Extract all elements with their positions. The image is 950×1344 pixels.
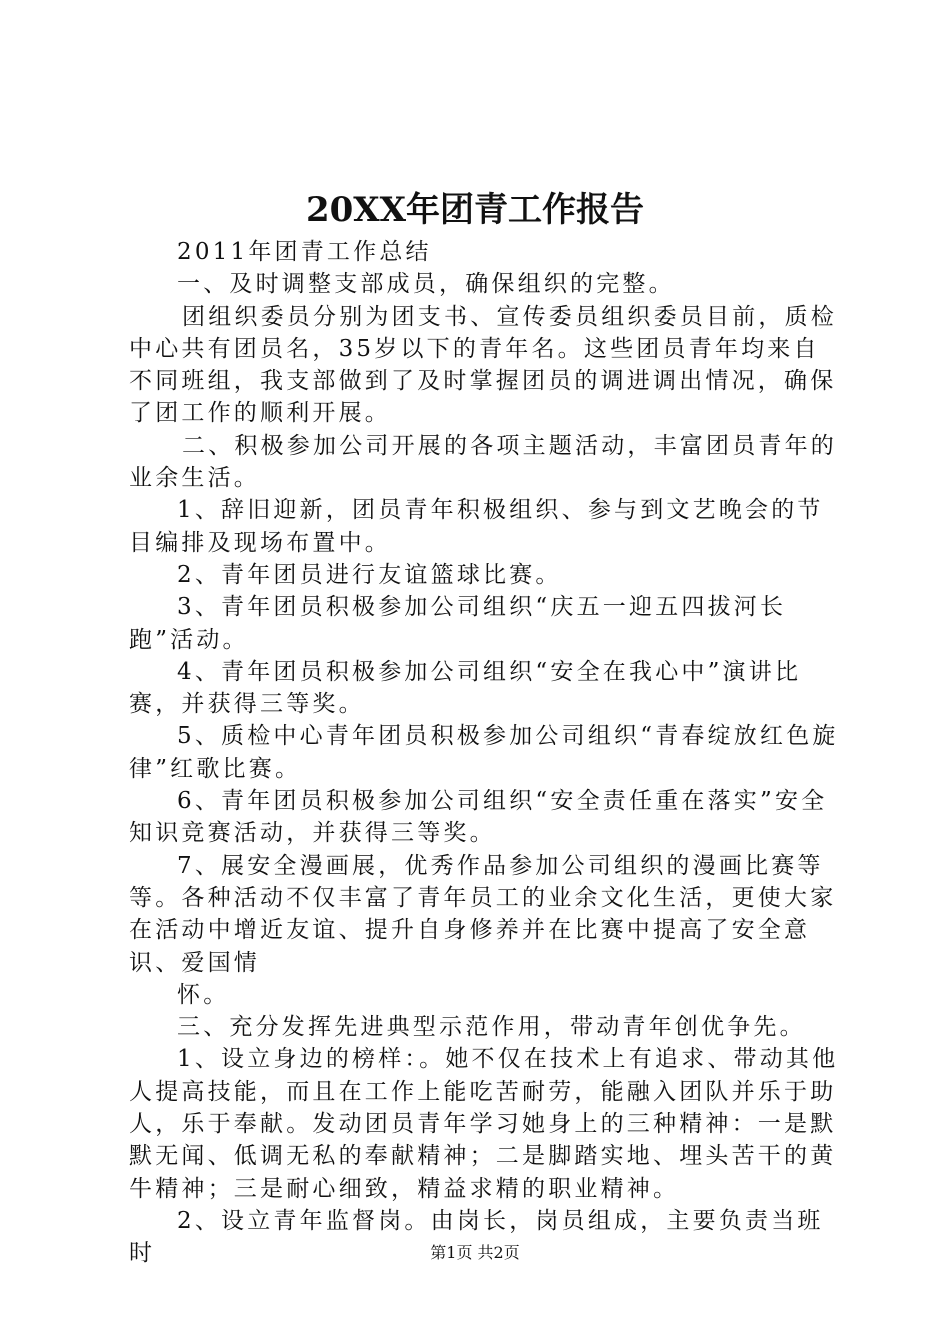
paragraph-section-1-body: 团组织委员分别为团支书、宣传委员组织委员目前，质检中心共有团员名，35岁以下的青年名。这些团员青年均来自不同班组，我支部做到了及时掌握团员的调进调出情况，确保了团工作的顺利开展。 bbox=[129, 303, 837, 427]
paragraph-item-4: 4、青年团员积极参加公司组织“安全在我心中”演讲比赛，并获得三等奖。 bbox=[129, 658, 802, 718]
paragraph-item-7-continued: 怀。 bbox=[177, 981, 230, 1008]
paragraph-section-3-item-1: 1、设立身边的榜样：。她不仅在技术上有追求、带动其他人提高技能，而且在工作上能吃苦耐劳，能融入团队并乐于助人，乐于奉献。发动团员青年学习她身上的三种精神：一是默默无闻、低调无私的奉献精神；二是脚踏实地、埋头苦干的黄牛精神；三是耐心细致，精益求精的职业精神。 bbox=[129, 1046, 839, 1202]
paragraph-item-7: 7、展安全漫画展，优秀作品参加公司组织的漫画比赛等等。各种活动不仅丰富了青年员工的业余文化生活，更使大家在活动中增近友谊、提升自身修养并在比赛中提高了安全意识、爱国情 bbox=[129, 852, 837, 976]
paragraph-section-2-heading: 二、积极参加公司开展的各项主题活动，丰富团员青年的业余生活。 bbox=[129, 432, 837, 492]
paragraph-item-1: 1、辞旧迎新，团员青年积极组织、参与到文艺晚会的节目编排及现场布置中。 bbox=[129, 497, 824, 556]
paragraph-section-1-heading: 一、及时调整支部成员，确保组织的完整。 bbox=[177, 271, 675, 298]
paragraph-item-2: 2、青年团员进行友谊篮球比赛。 bbox=[177, 561, 562, 588]
paragraph-section-3-item-2: 2、设立青年监督岗。由岗长，岗员组成，主要负责当班时 bbox=[129, 1207, 824, 1267]
page-number-footer: 第1页 共2页 bbox=[430, 1243, 520, 1262]
page-title: 20XX年团青工作报告 bbox=[305, 190, 645, 230]
paragraph-section-3-heading: 三、充分发挥先进典型示范作用，带动青年创优争先。 bbox=[177, 1014, 806, 1041]
paragraph-item-5: 5、质检中心青年团员积极参加公司组织“青春绽放红色旋律”红歌比赛。 bbox=[129, 723, 839, 782]
document-body bbox=[129, 236, 841, 1270]
paragraph-item-6: 6、青年团员积极参加公司组织“安全责任重在落实”安全知识竞赛活动，并获得三等奖。 bbox=[129, 788, 828, 847]
paragraph-subtitle: 2011年团青工作总结 bbox=[177, 239, 432, 265]
paragraph-item-3: 3、青年团员积极参加公司组织“庆五一迎五四拔河长跑”活动。 bbox=[129, 594, 787, 653]
